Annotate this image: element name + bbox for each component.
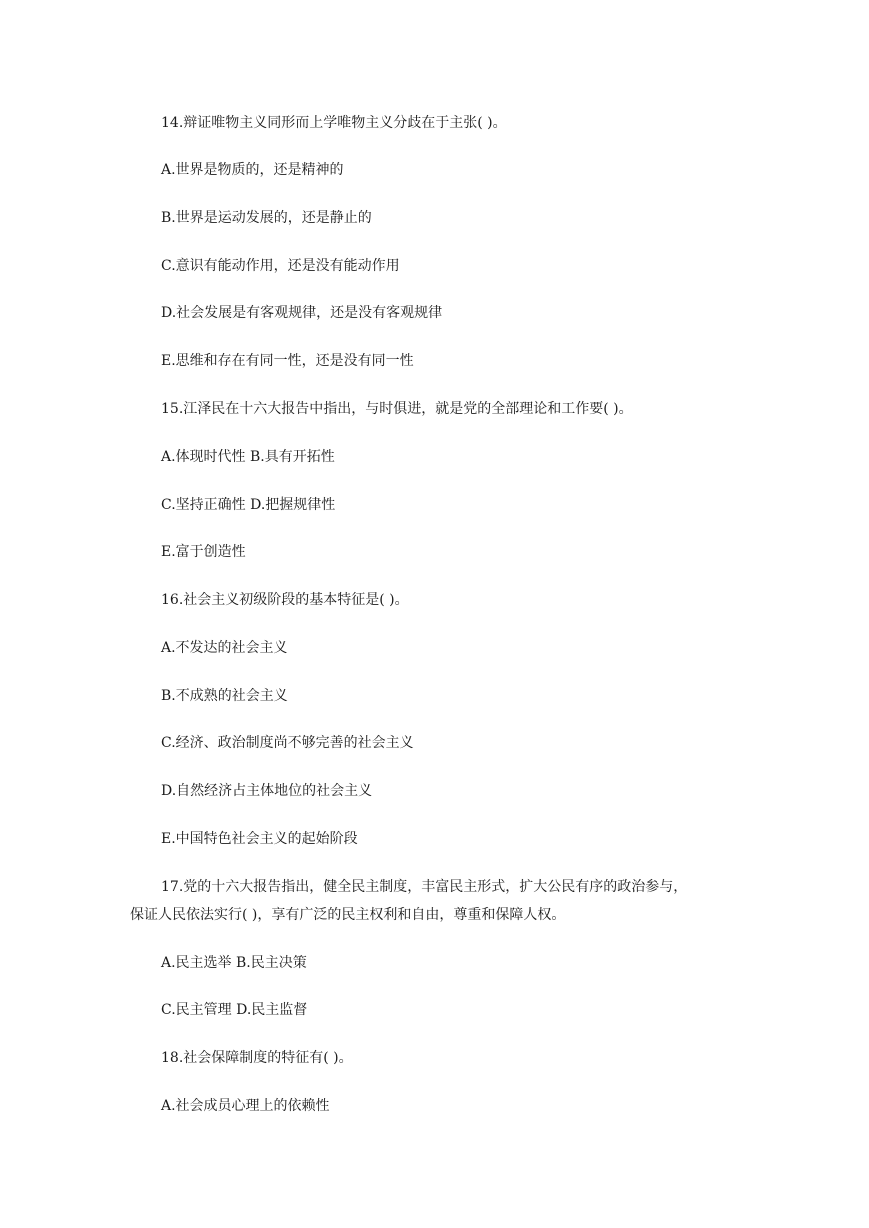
question-17-stem-line-1: 17.党的十六大报告指出，健全民主制度，丰富民主形式，扩大公民有序的政治参与，	[161, 879, 688, 895]
question-15-stem: 15.江泽民在十六大报告中指出，与时俱进，就是党的全部理论和工作要( )。	[161, 401, 633, 417]
question-18-option-a: A.社会成员心理上的依赖性	[161, 1098, 330, 1114]
question-14-option-c: C.意识有能动作用，还是没有能动作用	[161, 258, 400, 274]
question-15-option-ab: A.体现时代性 B.具有开拓性	[161, 449, 335, 465]
question-14-option-b: B.世界是运动发展的，还是静止的	[161, 210, 372, 226]
question-16-stem: 16.社会主义初级阶段的基本特征是( )。	[161, 592, 409, 608]
question-16-option-a: A.不发达的社会主义	[161, 640, 288, 656]
question-15-option-e: E.富于创造性	[161, 544, 246, 560]
question-14-option-e: E.思维和存在有同一性，还是没有同一性	[161, 353, 414, 369]
question-16-option-e: E.中国特色社会主义的起始阶段	[161, 831, 358, 847]
question-14-option-d: D.社会发展是有客观规律，还是没有客观规律	[161, 305, 443, 321]
question-18-stem: 18.社会保障制度的特征有( )。	[161, 1050, 353, 1066]
question-17-option-ab: A.民主选举 B.民主决策	[161, 955, 307, 971]
question-16-option-b: B.不成熟的社会主义	[161, 688, 288, 704]
question-17-stem-line-2: 保证人民依法实行( )，享有广泛的民主权利和自由，尊重和保障人权。	[130, 907, 566, 923]
question-14-option-a: A.世界是物质的，还是精神的	[161, 162, 344, 178]
question-16-option-d: D.自然经济占主体地位的社会主义	[161, 783, 373, 799]
question-16-option-c: C.经济、政治制度尚不够完善的社会主义	[161, 735, 414, 751]
question-15-option-cd: C.坚持正确性 D.把握规律性	[161, 497, 336, 513]
question-14-stem: 14.辩证唯物主义同形而上学唯物主义分歧在于主张( )。	[161, 115, 507, 131]
question-17-option-cd: C.民主管理 D.民主监督	[161, 1002, 308, 1018]
